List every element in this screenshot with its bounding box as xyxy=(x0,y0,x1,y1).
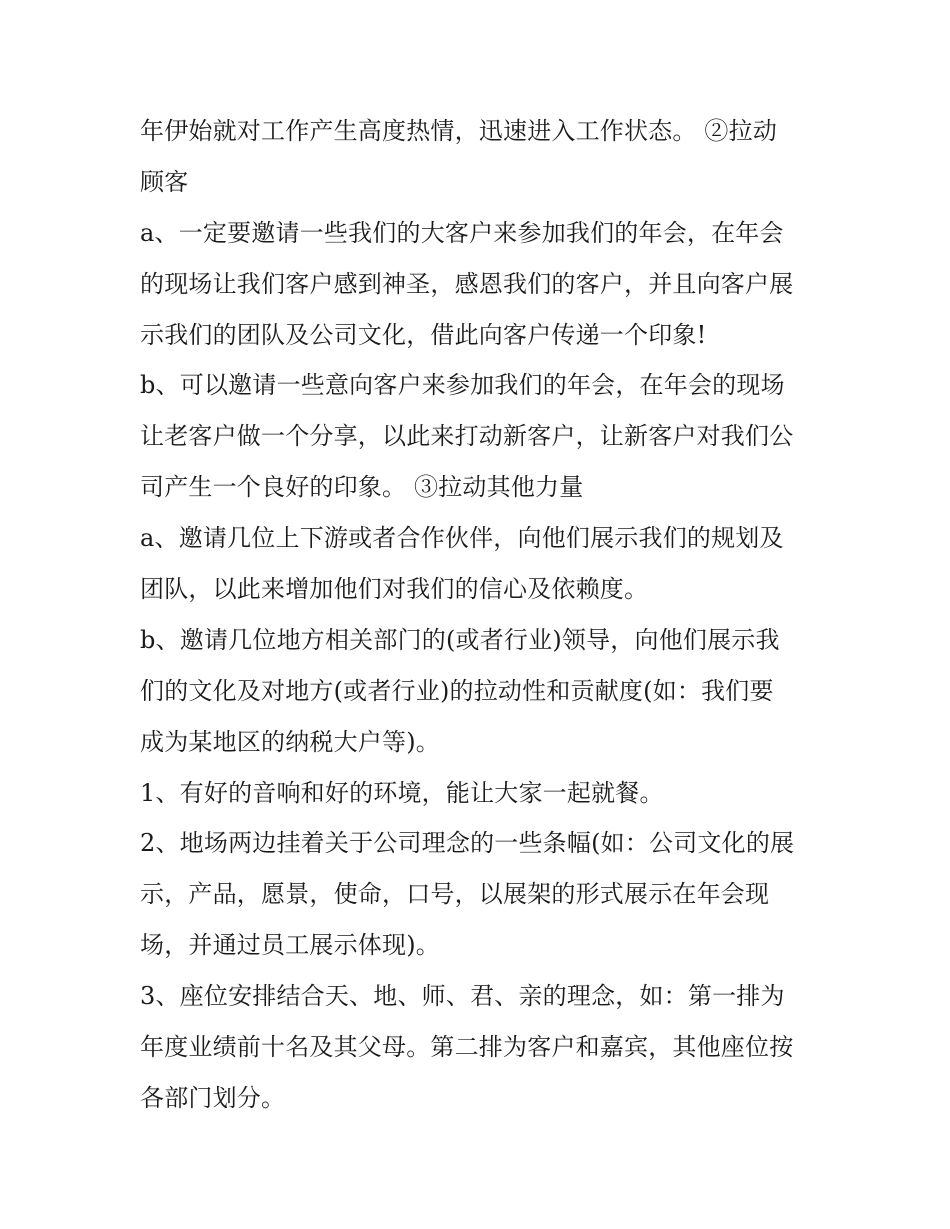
text-line: 场，并通过员工展示体现)。 xyxy=(140,931,440,960)
text-line: 的现场让我们客户感到神圣，感恩我们的客户，并且向客户展 xyxy=(140,269,794,298)
text-line: a、邀请几位上下游或者合作伙伴，向他们展示我们的规划及 xyxy=(140,524,784,553)
text-line: b、可以邀请一些意向客户来参加我们的年会，在年会的现场 xyxy=(140,371,785,400)
text-line: b、邀请几位地方相关部门的(或者行业)领导，向他们展示我 xyxy=(140,625,780,654)
document-body xyxy=(140,106,820,1124)
text-line: 让老客户做一个分享，以此来打动新客户，让新客户对我们公 xyxy=(140,422,794,451)
text-line: 年伊始就对工作产生高度热情，迅速进入工作状态。 ②拉动 xyxy=(140,117,778,145)
text-line: 2、地场两边挂着关于公司理念的一些条幅(如：公司文化的展 xyxy=(140,829,795,858)
text-line: 成为某地区的纳税大户等)。 xyxy=(140,727,440,756)
text-line: 1、有好的音响和好的环境，能让大家一起就餐。 xyxy=(140,778,664,807)
text-line: 团队，以此来增加他们对我们的信心及依赖度。 xyxy=(140,575,649,604)
text-line: 年度业绩前十名及其父母。第二排为客户和嘉宾，其他座位按 xyxy=(140,1033,794,1062)
text-line: 司产生一个良好的印象。 ③拉动其他力量 xyxy=(140,473,584,502)
text-line: 们的文化及对地方(或者行业)的拉动性和贡献度(如：我们要 xyxy=(140,676,774,705)
text-line: 3、座位安排结合天、地、师、君、亲的理念，如：第一排为 xyxy=(140,982,785,1011)
text-line: a、一定要邀请一些我们的大客户来参加我们的年会，在年会 xyxy=(140,218,784,247)
text-line: 示，产品，愿景，使命，口号，以展架的形式展示在年会现 xyxy=(140,880,770,909)
text-line: 各部门划分。 xyxy=(140,1083,286,1112)
text-line: 示我们的团队及公司文化，借此向客户传递一个印象! xyxy=(140,320,707,349)
text-line: 顾客 xyxy=(140,167,189,196)
